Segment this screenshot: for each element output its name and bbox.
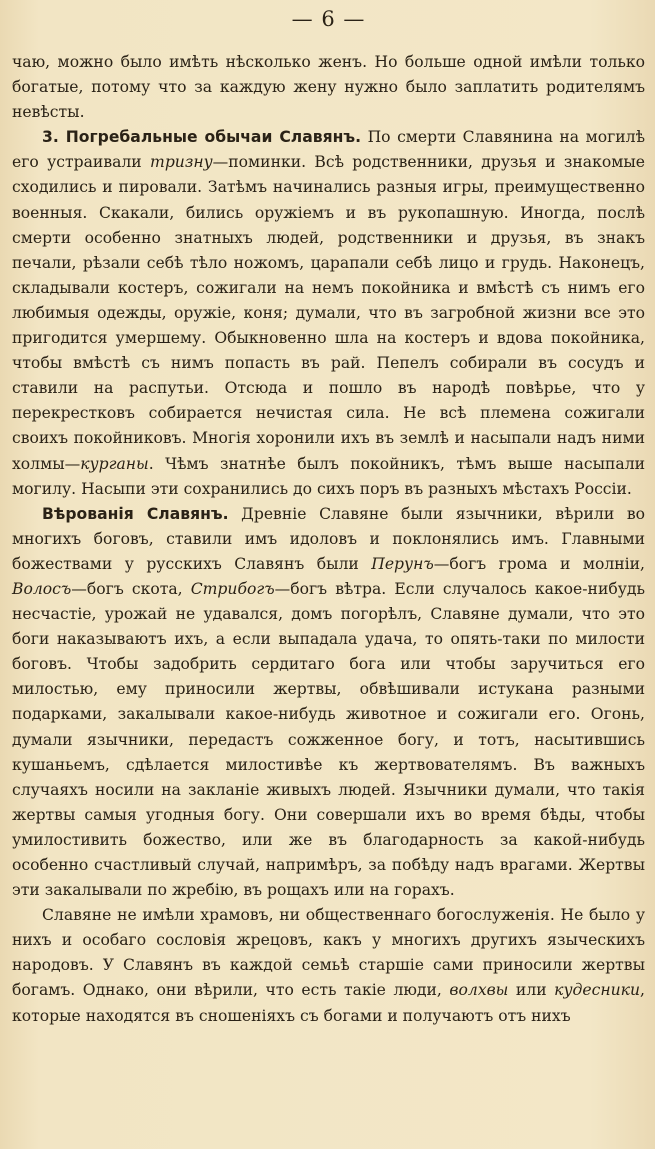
term-kudesniki: кудесники — [554, 981, 641, 1000]
beliefs-text-part-4: —богъ вѣтра. Если случалось какое-нибудь несчастіе, урожай не удавался, домъ погорѣлъ, Славяне думали, что это боги наказываютъ ихъ, а если выпадала удача, то опять-таки по милости боговъ. Чтобы задобрить сердитаго бога или чтобы заручиться его милостью, ему приносили жертвы, обвѣшивали истукана разными подарками, закалывали какое-нибудь животное и сожигали его. Огонь, думали язычники, передастъ сожженное богу, и тотъ, насытившись кушаньемъ, сдѣлается милостивѣе къ жертвователямъ. Въ важныхъ случаяхъ носили на закланіе живыхъ людей. Язычники думали, что такія жертвы самыя угодныя богу. Они совершали ихъ во время бѣды, чтобы умилостивить божество, или же въ благодарность за какой-нибудь особенно счастливый случай, напримѣръ, за побѣду надъ врагами. Жертвы эти закалывали по жребію, въ рощахъ или на горахъ. — [12, 579, 645, 900]
burial-text-part-2: —поминки. Всѣ родственники, друзья и знакомые сходились и пировали. Затѣмъ начинались разныя игры, преимущественно военныя. Скакали, бились оружіемъ и въ рукопашную. Иногда, послѣ смерти особенно знатныхъ людей, родственники и друзья, въ знакъ печали, рѣзали себѣ тѣло ножомъ, царапали себѣ лицо и грудь. Наконецъ, складывали костеръ, сожигали на немъ покойника и вмѣстѣ съ нимъ его любимыя одежды, оружіе, коня; думали, что въ загробной жизни все это пригодится умершему. Обыкновенно шла на костеръ и вдова покойника, чтобы вмѣстѣ съ нимъ попасть въ рай. Пепелъ собирали въ сосудъ и ставили на распутьи. Отсюда и пошло въ народѣ повѣрье, что у перекрестковъ собирается нечистая сила. Не всѣ племена сожигали своихъ покойниковъ. Многія хоронили ихъ въ землѣ и насыпали надъ ними холмы— — [12, 153, 645, 473]
temples-text-part-1: Славяне не имѣли храмовъ, ни общественнаго богослуженія. Не было у нихъ и особаго сословія жрецовъ, какъ у многихъ другихъ языческихъ народовъ. У Славянъ въ каждой семьѣ старшіе сами приносили жертвы богамъ. Однако, они вѣрили, что есть такіе люди, — [12, 906, 645, 1000]
term-kurgany: курганы — [80, 454, 149, 473]
page-number: — 6 — — [291, 7, 366, 31]
temples-text-part-3: , которые находятся въ сношеніяхъ съ богами и получаютъ отъ нихъ — [12, 981, 645, 1025]
temples-paragraph — [12, 903, 645, 1028]
beliefs-text-part-2: —богъ грома и молніи, — [433, 554, 645, 573]
beliefs-text-part-3: —богъ скота, — [71, 579, 191, 598]
burial-text-part-3: . Чѣмъ знатнѣе былъ покойникъ, тѣмъ выше насыпали могилу. Насыпи эти сохранились до сихъ поръ въ разныхъ мѣстахъ Россіи. — [12, 454, 645, 498]
intro-text: чаю, можно было имѣть нѣсколько женъ. Но больше одной имѣли только богатые, потому что за каждую жену нужно было заплатить родителямъ невѣсты. — [12, 53, 645, 122]
beliefs-paragraph — [12, 502, 645, 904]
burial-customs-heading: 3. Погребальные обычаи Славянъ. — [42, 128, 362, 147]
burial-customs-paragraph — [12, 125, 645, 501]
beliefs-heading: Вѣрованія Славянъ. — [42, 504, 229, 523]
god-stribog: Стрибогъ — [190, 579, 275, 598]
god-volos: Волосъ — [12, 579, 72, 598]
burial-text-part-1: По смерти Славянина на могилѣ его устраивали — [12, 128, 645, 172]
god-perun: Перунъ — [371, 554, 434, 573]
term-trizna: тризну — [150, 153, 213, 172]
term-volkhvy: волхвы — [449, 981, 509, 1000]
beliefs-text-part-1: Древніе Славяне были язычники, вѣрили во многихъ боговъ, ставили имъ идоловъ и поклонялись имъ. Главными божествами у русскихъ Славянъ были — [12, 504, 645, 573]
temples-text-part-2: или — [508, 981, 555, 1000]
intro-paragraph — [12, 50, 645, 125]
